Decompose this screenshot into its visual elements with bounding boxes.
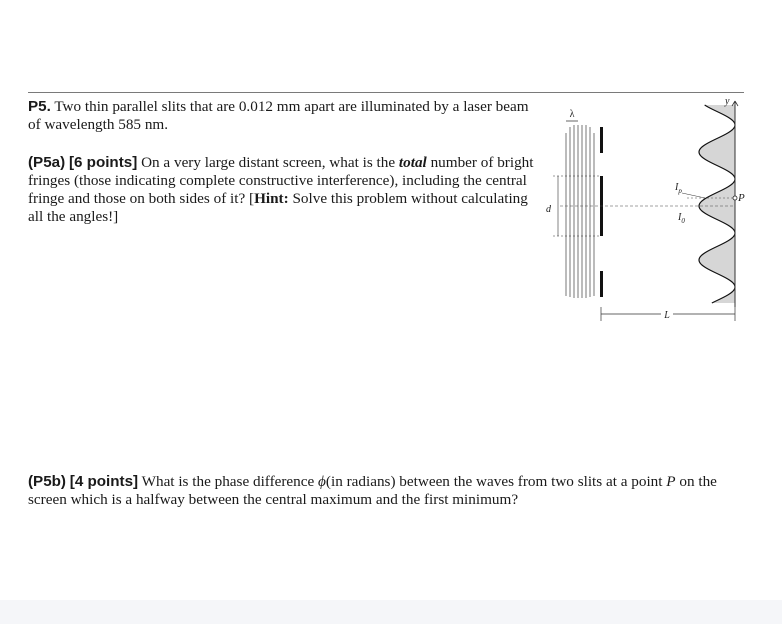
point-p-marker (733, 196, 737, 200)
part-b-points: [4 points] (69, 473, 139, 490)
problem-statement (28, 98, 536, 134)
slit-separation-label: d (546, 204, 551, 215)
slit-barrier (600, 127, 603, 297)
part-a-points: [6 points] (68, 154, 138, 171)
part-b-question (28, 473, 753, 509)
y-axis-label: y (725, 96, 730, 107)
part-b-label: (P5b) (28, 473, 66, 490)
part-a-question (28, 154, 536, 226)
point-p-symbol: P (666, 473, 676, 490)
part-a-label: (P5a) (28, 154, 66, 171)
part-a-text-3: Solve this problem without calculating all the angles!] (28, 190, 528, 225)
ip-label: $I_p$ (675, 182, 682, 195)
part-b-text-1: What is the phase difference (141, 473, 315, 490)
part-b-text-2: (in radians) between the waves from two slits at a point (325, 473, 663, 490)
point-p-label: P (738, 192, 745, 204)
phi-symbol: ϕ (318, 473, 326, 490)
header-rule (28, 92, 744, 93)
wavelength-label: λ (569, 109, 575, 120)
problem-text: Two thin parallel slits that are 0.012 mm apart are illuminated by a laser beam of wavelength 585 nm. (28, 98, 529, 133)
problem-label: P5. (28, 98, 51, 115)
distance-l-label: L (664, 310, 670, 321)
double-slit-figure (535, 95, 750, 327)
part-a-hint-label: Hint: (254, 190, 289, 207)
incident-wavefronts (566, 125, 594, 298)
part-b-text-3: on the screen which is a halfway between the central maximum and the first minimum? (28, 473, 717, 508)
page-footer-band (0, 600, 782, 624)
i0-label: $I_0$ (678, 212, 685, 225)
part-a-text-2: number of bright fringes (those indicating complete constructive interference), including the central fringe and those on both sides of it? [ (28, 154, 534, 207)
part-a-text-1: On a very large distant screen, what is the (141, 154, 396, 171)
part-a-emphasis: total (398, 154, 427, 171)
